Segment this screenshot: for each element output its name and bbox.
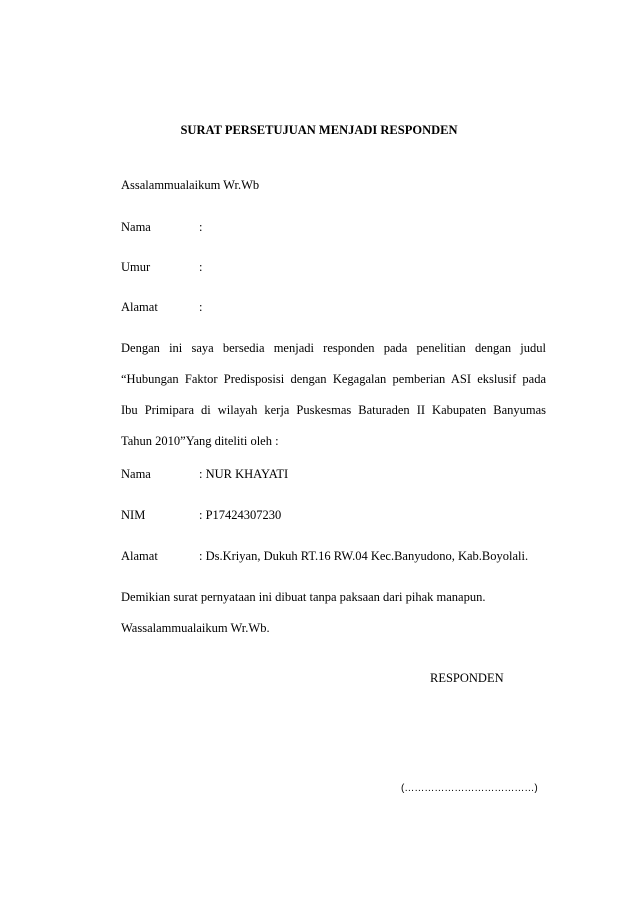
closing-greeting: Wassalammualaikum Wr.Wb. <box>121 621 270 635</box>
document-title: SURAT PERSETUJUAN MENJADI RESPONDEN <box>180 123 458 137</box>
researcher-address-value: : Ds.Kriyan, Dukuh RT.16 RW.04 Kec.Banyudono, Kab.Boyolali. <box>199 549 529 563</box>
statement-line: Tahun 2010”Yang diteliti oleh : <box>121 434 279 448</box>
researcher-nim-label: NIM <box>121 508 146 522</box>
signature-label: RESPONDEN <box>430 671 504 685</box>
statement-line: Ibu Primipara di wilayah kerja Puskesmas Baturaden II Kabupaten Banyumas <box>121 403 546 417</box>
signature-line: (…………………………………) <box>401 783 538 794</box>
respondent-age-label: Umur <box>121 260 151 274</box>
researcher-address-label: Alamat <box>121 549 158 563</box>
respondent-name-colon: : <box>199 220 203 234</box>
respondent-address-colon: : <box>199 300 203 314</box>
researcher-nim-value: : P17424307230 <box>199 508 282 522</box>
respondent-age-colon: : <box>199 260 203 274</box>
researcher-name-label: Nama <box>121 467 151 481</box>
researcher-name-value: : NUR KHAYATI <box>199 467 289 481</box>
statement-line: “Hubungan Faktor Predisposisi dengan Kegagalan pemberian ASI ekslusif pada <box>121 372 546 386</box>
statement-line: Dengan ini saya bersedia menjadi responden pada penelitian dengan judul <box>121 341 546 355</box>
respondent-name-label: Nama <box>121 220 151 234</box>
respondent-address-label: Alamat <box>121 300 158 314</box>
closing-statement: Demikian surat pernyataan ini dibuat tanpa paksaan dari pihak manapun. <box>121 590 486 604</box>
greeting: Assalammualaikum Wr.Wb <box>121 178 260 192</box>
